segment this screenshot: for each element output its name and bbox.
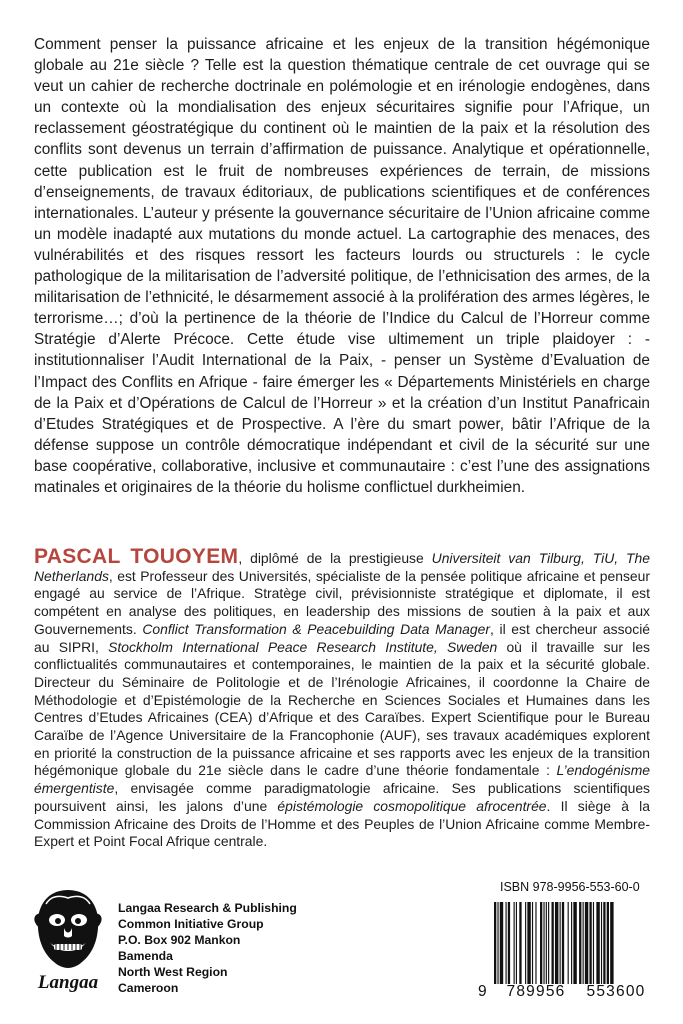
barcode bbox=[492, 902, 652, 984]
bio-italic: Conflict Transformation & Peacebuilding Data Manager bbox=[142, 620, 490, 637]
barcode-bar bbox=[506, 902, 507, 984]
barcode-bar bbox=[494, 902, 496, 984]
barcode-digits-right: 553600 bbox=[586, 983, 646, 1000]
bio-text: , diplômé de la prestigieuse bbox=[238, 550, 432, 566]
author-biography bbox=[34, 545, 650, 851]
bio-text: , envisagée comme paradigmatologie africaine. Ses publications scientifiques poursuivent ainsi, les jalons d’une bbox=[34, 780, 650, 814]
publisher-line: P.O. Box 902 Mankon bbox=[118, 933, 241, 947]
barcode-bar bbox=[583, 902, 584, 984]
barcode-bar bbox=[555, 902, 558, 984]
barcode-bar bbox=[596, 902, 599, 984]
barcode-digits bbox=[478, 983, 658, 1001]
bio-text: où il travaille sur les conflictualités communautaires et contemporaines, le maintien de la paix et la sécurité globale. Directeur du Séminaire de Politologie et de l’Irénologie Africaines, il coordonne la Chaire de Méthodologie et d’Epistémologie de la Recherche en Sciences Sociales et Humaines dans les Centres d’Etudes Africaines (CEA) d’Afrique et des Caraïbes. Expert Scientifique pour le Bureau Caraïbe de l’Agence Universitaire de la Francophonie (AUF), ses travaux académiques explorent en priorité la construction de la puissance africaine et ses rapports avec les enjeux de la transition hégémonique globale du 21e siècle dans le cadre d’une théorie fondamentale : bbox=[34, 638, 650, 779]
barcode-bar bbox=[516, 902, 517, 984]
barcode-bar bbox=[607, 902, 609, 984]
barcode-bar bbox=[519, 902, 521, 984]
publisher-line: Common Initiative Group bbox=[118, 917, 264, 931]
barcode-bar bbox=[514, 902, 515, 984]
barcode-bar bbox=[552, 902, 554, 984]
author-name: PASCAL TOUOYEM bbox=[34, 545, 239, 568]
barcode-bar bbox=[546, 902, 547, 984]
barcode-bar bbox=[540, 902, 542, 984]
bio-italic: Universiteit van Tilburg, TiU, The Netherlands bbox=[34, 550, 650, 584]
bio-italic: Stockholm International Peace Research Institute, Sweden bbox=[108, 638, 498, 655]
isbn-label: ISBN 978-9956-553-60-0 bbox=[500, 880, 640, 894]
bio-text: , il est chercheur associé au SIPRI, bbox=[34, 620, 650, 655]
barcode-bar bbox=[610, 902, 613, 984]
bio-text: , est Professeur des Universités, spécialiste de la pensée politique africaine et penseur engagé au service de l’Afrique. Stratège civil, prévisionniste stratégique et diplomate, il est compétent en analyse des politiques, en leadership des missions de soutien à la paix et aux Gouvernements. bbox=[34, 567, 650, 637]
bio-italic: L’endogénisme émergentiste bbox=[34, 762, 650, 797]
publisher-line: Langaa Research & Publishing bbox=[118, 901, 297, 915]
barcode-bar bbox=[543, 902, 544, 984]
publisher-line: Cameroon bbox=[118, 981, 179, 995]
bio-text: . Il siège à la Commission Africaine des Droits de l’Homme et des Peuples de l’Union Africaine comme Membre-Expert et Point Focal Afrique centrale. bbox=[34, 797, 650, 850]
barcode-bar bbox=[579, 902, 581, 984]
barcode-bar bbox=[589, 902, 591, 984]
barcode-bar bbox=[585, 902, 588, 984]
publisher-line: North West Region bbox=[118, 965, 228, 979]
barcode-bar bbox=[508, 902, 510, 984]
barcode-digit-prefix: 9 bbox=[478, 983, 488, 1000]
logo-wordmark: Langaa bbox=[37, 972, 99, 993]
barcode-bar bbox=[562, 902, 564, 984]
barcode-bar bbox=[532, 902, 533, 984]
back-cover-blurb: Comment penser la puissance africaine et les enjeux de la transition hégémonique globale au 21e siècle ? Telle est la question thématique centrale de cet ouvrage qui se veut un cahier de recherche doctrinale en polémologie et en irénologie endogènes, dans un contexte où la mondialisation des enjeux sécuritaires signifie pour l’Afrique, un reclassement géostratégique du continent où le maintien de la paix et la résolution des conflits sont devenus un terrain d’affirmation de puissance. Analytique et opérationnelle, cette publication est le fruit de nombreuses expériences de terrain, de missions d’enseignements, de travaux éditoriaux, de publications scientifiques et de conférences internationales. L’auteur y présente la gouvernance sécuritaire de l’Union africaine comme un modèle inadapté aux mutations du monde actuel. La cartographie des menaces, des vulnérabilités et des risques ressort les facteurs lourds ou structurels : le cycle pathologique de la militarisation de l’adversité politique, de l’ethnicisation des armes, de la militarisation de l’ethnicité, le désarmement associé à la prolifération des armes légères, le terrorisme…; d’où la pertinence de la théorie de l’Indice du Calcul de l’Horreur comme Stratégie d’Alerte Précoce. Cette étude vise ultimement un triple plaidoyer : - institutionnaliser l’Audit International de la Paix, - penser un Système d’Evaluation de l’Impact des Conflits en Afrique - faire émerger les « Départements Ministériels en charge de la Paix et d’Opérations de Calcul de l’Horreur » et la création d’un Institut Panafricain d’Etudes Stratégiques et de Prospective. A l’ère du smart power, bâtir l’Afrique de la défense suppose un contrôle démocratique indépendant et civil de la sécurité sur une base coopérative, collaborative, inclusive et communautaire : c’est l’une des assignations matinales et originaires de la théorie du holisme conflictuel durkheimien. bbox=[34, 36, 650, 496]
barcode-bar bbox=[568, 902, 569, 984]
barcode-bar bbox=[527, 902, 530, 984]
barcode-bar bbox=[573, 902, 576, 984]
barcode-bar bbox=[603, 902, 605, 984]
barcode-bar bbox=[560, 902, 561, 984]
barcode-bar bbox=[571, 902, 572, 984]
barcode-bar bbox=[601, 902, 602, 984]
publisher-line: Bamenda bbox=[118, 949, 173, 963]
publisher-address bbox=[118, 900, 297, 996]
barcode-bar bbox=[593, 902, 594, 984]
barcode-bar bbox=[548, 902, 549, 984]
bio-italic: épistémologie cosmopolitique afrocentrée bbox=[277, 797, 547, 814]
barcode-digits-left: 789956 bbox=[506, 983, 566, 1000]
barcode-bar bbox=[500, 902, 503, 984]
langaa-logo bbox=[28, 884, 108, 994]
barcode-bar bbox=[535, 902, 536, 984]
barcode-bar bbox=[497, 902, 498, 984]
barcode-bar bbox=[525, 902, 526, 984]
